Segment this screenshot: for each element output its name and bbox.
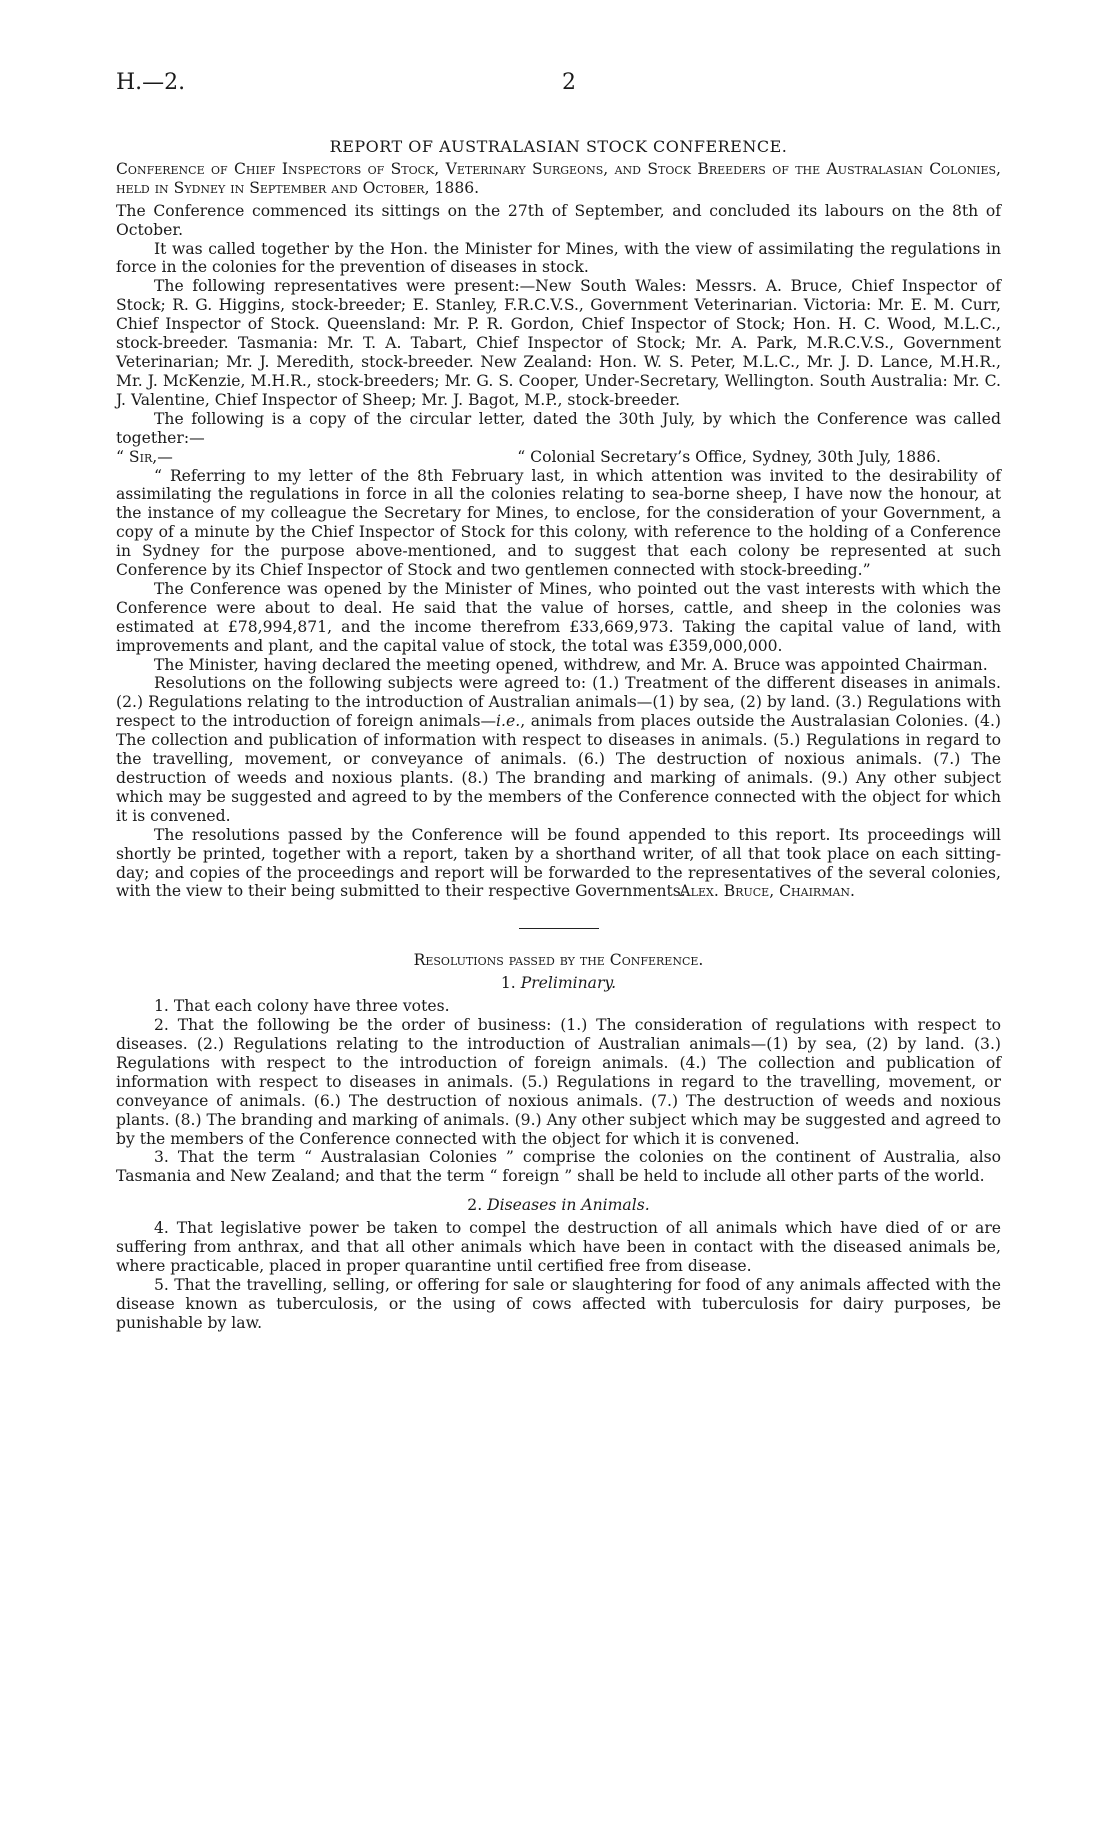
body-column xyxy=(116,138,1001,1333)
spacer xyxy=(116,1186,1001,1196)
letter-salutation: “ Sir,— xyxy=(116,447,173,466)
section-title-diseases xyxy=(116,1196,1001,1215)
page-number: 2 xyxy=(562,70,576,95)
paragraph: The resolutions passed by the Conference will be found appended to this report. Its proceedings will shortly be printed, together with a report, taken by a shorthand writer, of all that took place on each sitting-day; and copies of the proceedings and report will be forwarded to the representatives of the several colonies, with the view to their being submitted to their respective Governments. xyxy=(116,825,1001,901)
section-number: 2. xyxy=(467,1196,483,1215)
report-title: REPORT OF AUSTRALASIAN STOCK CONFERENCE. xyxy=(329,137,788,156)
resolution-item: 5. That the travelling, selling, or offering for sale or slaughtering for food of any animals affected with the disease known as tuberculosis, or the using of cows affected with tuberculosis for dairy purposes, be punishable by law. xyxy=(116,1275,1001,1332)
section-title-preliminary xyxy=(116,974,1001,993)
paragraph: The Conference was opened by the Minister of Mines, who pointed out the vast interests with which the Conference were about to deal. He said that the value of horses, cattle, and sheep in the colonies was estimated at £78,994,871, and the income therefrom £33,669,973. Taking the capital value of land, with improvements and plant, and the capital value of stock, the total was £359,000,000. xyxy=(116,579,1001,655)
paragraph: The following is a copy of the circular letter, dated the 30th July, by which the Conference was called together:— xyxy=(116,409,1001,447)
letter-heading xyxy=(116,448,1001,467)
report-subtitle: Conference of Chief Inspectors of Stock, Veterinary Surgeons, and Stock Breeders of the Australasian Colonies, held in Sydney in September and October, 1886. xyxy=(116,159,1001,197)
text-run: , animals from places outside the Australasian Colonies. (4.) The collection and publication of information with respect to diseases in animals. (5.) Regulations in regard to the travelling, movement, or conveyance of animals. (6.) The destruction of noxious animals. (7.) The destruction of weeds and noxious plants. (8.) The branding and marking of animals. (9.) Any other subject which may be suggested and agreed to by the members of the Conference connected with the object for which it is convened. xyxy=(116,712,1001,825)
section-name: Preliminary. xyxy=(520,974,617,993)
paragraph-resolutions-summary xyxy=(116,674,1001,825)
chairman-signature: Alex. Bruce, Chairman. xyxy=(679,882,855,901)
paragraph: The Conference commenced its sittings on the 27th of September, and concluded its labours on the 8th of October. xyxy=(116,201,1001,239)
paragraph: The following representatives were present:—New South Wales: Messrs. A. Bruce, Chief Inspector of Stock; R. G. Higgins, stock-breeder; E. Stanley, F.R.C.V.S., Government Veterinarian. Victoria: Mr. E. M. Curr, Chief Inspector of Stock. Queensland: Mr. P. R. Gordon, Chief Inspector of Stock; Hon. H. C. Wood, M.L.C., stock-breeder. Tasmania: Mr. T. A. Tabart, Chief Inspector of Stock; Mr. A. Park, M.R.C.V.S., Government Veterinarian; Mr. J. Meredith, stock-breeder. New Zealand: Hon. W. S. Peter, M.L.C., Mr. J. D. Lance, M.H.R., Mr. J. McKenzie, M.H.R., stock-breeders; Mr. G. S. Cooper, Under-Secretary, Wellington. South Australia: Mr. C. J. Valentine, Chief Inspector of Sheep; Mr. J. Bagot, M.P., stock-breeder. xyxy=(116,277,1001,409)
resolution-item: 2. That the following be the order of business: (1.) The consideration of regulations with respect to diseases. (2.) Regulations relating to the introduction of Australian animals—(1) by sea, (2) by land. (3.) Regulations with respect to the introduction of foreign animals. (4.) The collection and publication of information with respect to diseases in animals. (5.) Regulations in regard to the travelling, movement, or conveyance of animals. (6.) The destruction of noxious animals. (7.) The destruction of weeds and noxious plants. (8.) The branding and marking of animals. (9.) Any other subject which may be suggested and agreed to by the members of the Conference connected with the object for which it is convened. xyxy=(116,1016,1001,1148)
section-name: Diseases in Animals. xyxy=(487,1196,650,1215)
resolution-item: 4. That legislative power be taken to compel the destruction of all animals which have died of or are suffering from anthrax, and that all other animals which have been in contact with the diseased animals be, where practicable, placed in proper quarantine until certified free from disease. xyxy=(116,1219,1001,1275)
page-header xyxy=(116,70,998,106)
letter-address: “ Colonial Secretary’s Office, Sydney, 30th July, 1886. xyxy=(517,447,941,466)
section-divider xyxy=(519,928,599,929)
letter-body: “ Referring to my letter of the 8th February last, in which attention was invited to the desirability of assimilating the regulations in force in all the colonies relating to sea-borne sheep, I have now the honour, at the instance of my colleague the Secretary for Mines, to enclose, for the consideration of your Government, a copy of a minute by the Chief Inspector of Stock for this colony, with reference to the holding of a Conference in Sydney for the purpose above-mentioned, and to suggest that each colony be represented at such Conference by its Chief Inspector of Stock and two gentlemen connected with stock-breeding.” xyxy=(116,466,1001,580)
resolutions-heading: Resolutions passed by the Conference. xyxy=(413,951,704,970)
section-number: 1. xyxy=(500,974,516,993)
text-run: Resolutions on the following subjects were agreed to: (1.) Treatment of the different diseases in animals. (2.) Regulations relating to the introduction of Australian animals—(1) by sea, (2) by land. (3.) Regulations with respect to the introduction of foreign animals— xyxy=(116,674,1001,731)
paragraph: It was called together by the Hon. the Minister for Mines, with the view of assimilating the regulations in force in the colonies for the prevention of diseases in stock. xyxy=(116,239,1001,277)
page-reference: H.—2. xyxy=(116,70,186,95)
italic-run: i.e. xyxy=(496,712,521,731)
resolution-item: 1. That each colony have three votes. xyxy=(154,997,450,1016)
resolution-item: 3. That the term “ Australasian Colonies ” comprise the colonies on the continent of Australia, also Tasmania and New Zealand; and that the term “ foreign ” shall be held to include all other parts of the world. xyxy=(116,1148,1001,1186)
paragraph: The Minister, having declared the meeting opened, withdrew, and Mr. A. Bruce was appointed Chairman. xyxy=(154,655,988,674)
